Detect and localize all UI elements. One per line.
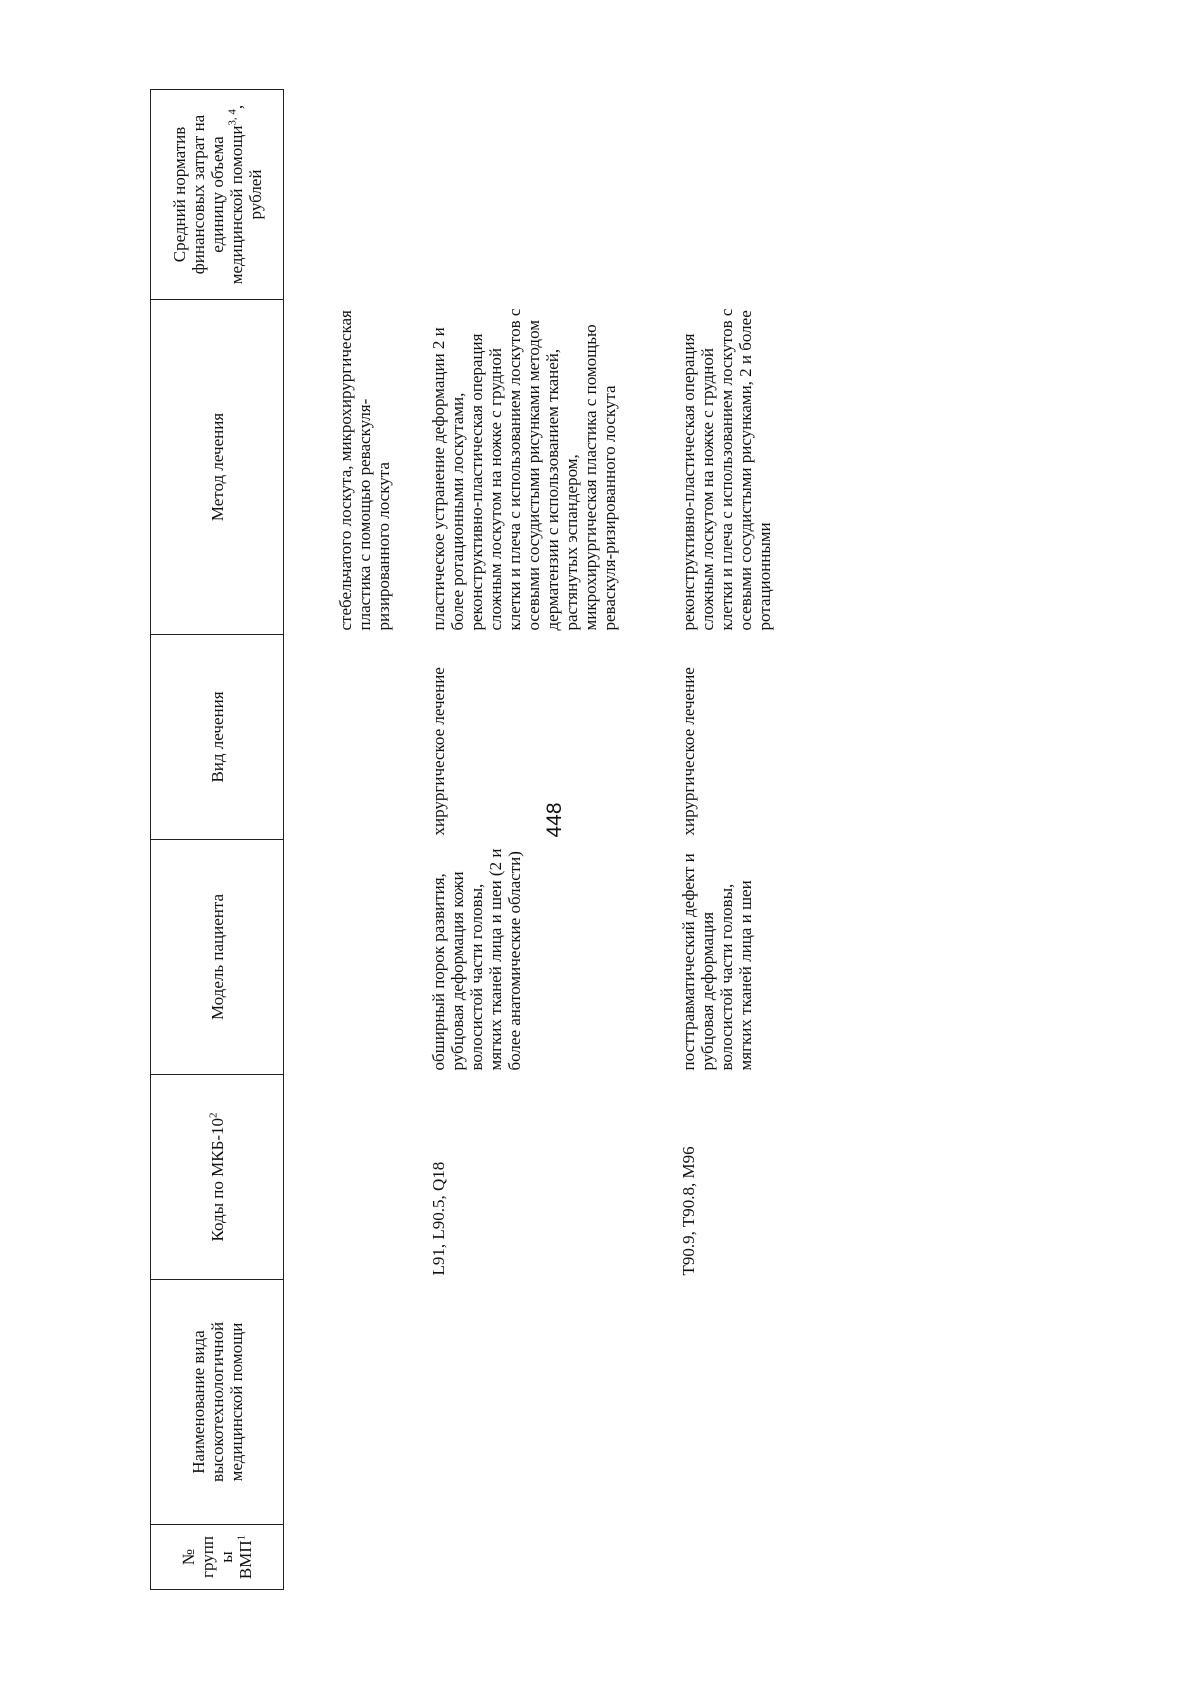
header-codes-text: Коды по МКБ-10: [207, 1117, 227, 1242]
vmp-table: [150, 89, 774, 1590]
header-group-no-text: № групп ы ВМП: [179, 1536, 255, 1580]
cell-text: хирургическое лечение: [429, 667, 448, 836]
header-group-no: [151, 1525, 284, 1590]
cell-codes: [619, 1075, 774, 1280]
cell-cost: [619, 90, 774, 300]
header-cost-tail: , рублей: [226, 104, 265, 220]
table-row: [393, 90, 619, 1590]
cell-cost: [284, 90, 394, 300]
cell-name: [393, 1280, 619, 1525]
cell-text: пластическое устранение деформации 2 и более ротационными лоскутами, реконструктивно-пластическая операция сложным лоскутом на ножке с грудной клетки и плеча с использованием лоскутов с осевыми сосудистыми рисунками методом дерматензии с использованием тканей, растянутых эспандером, микрохирургическая пластика с помощью реваскуля-ризированного лоскута: [429, 308, 619, 631]
cell-treatment-type: [393, 635, 619, 840]
header-cost: [151, 90, 284, 300]
table-row: [284, 90, 394, 1590]
header-treatment-type: [151, 635, 284, 840]
header-method: [151, 300, 284, 635]
cell-patient-model: [619, 840, 774, 1075]
cell-text: обширный порок развития, рубцовая деформация кожи волосистой части головы, мягких тканей лица и шеи (2 и более анатомические области): [429, 848, 524, 1071]
header-codes: [151, 1075, 284, 1280]
cell-treatment-type: [284, 635, 394, 840]
cell-text: стебельчатого лоскута, микрохирургическая пластика с помощью реваскуля-ризированного лоскута: [336, 310, 393, 631]
table-row: [619, 90, 774, 1590]
cell-patient-model: [284, 840, 394, 1075]
cell-cost: [393, 90, 619, 300]
header-cost-sup: 3, 4: [225, 109, 238, 126]
header-group-no-sup: 1: [235, 1534, 248, 1541]
cell-patient-model: [393, 840, 619, 1075]
cell-text: посттравматический дефект и рубцовая деформация волосистой части головы, мягких тканей лица и шеи: [679, 853, 755, 1071]
cell-method: [393, 300, 619, 635]
cell-method: [284, 300, 394, 635]
cell-group-no: [393, 1525, 619, 1590]
header-method-text: Метод лечения: [207, 412, 227, 522]
header-treatment-type-text: Вид лечения: [207, 691, 227, 783]
cell-text: L91, L90.5, Q18: [429, 1161, 448, 1276]
header-cost-text: Средний норматив финансовых затрат на единицу объема медицинской помощи: [169, 114, 246, 285]
cell-name: [284, 1280, 394, 1525]
header-patient-model-text: Модель пациента: [207, 893, 227, 1021]
cell-codes: [284, 1075, 394, 1280]
header-row: [151, 90, 284, 1590]
cell-method: [619, 300, 774, 635]
rotated-table-page: [150, 90, 1100, 1590]
cell-text: реконструктивно-пластическая операция сложным лоскутом на ножке с грудной клетки и плеча с использованием лоскутов с осевыми сосудистыми рисунками, 2 и более ротационными: [679, 308, 774, 631]
cell-group-no: [619, 1525, 774, 1590]
cell-name: [619, 1280, 774, 1525]
page-number: 448: [543, 802, 566, 838]
cell-treatment-type: [619, 635, 774, 840]
header-name: [151, 1280, 284, 1525]
cell-group-no: [284, 1525, 394, 1590]
table-header: [151, 90, 284, 1590]
cell-text: T90.9, T90.8, M96: [679, 1146, 698, 1276]
cell-codes: [393, 1075, 619, 1280]
table-body: [284, 90, 775, 1590]
header-name-text: Наименование вида высокотехнологичной медицинской помощи: [188, 1321, 246, 1483]
cell-text: хирургическое лечение: [679, 667, 698, 836]
header-patient-model: [151, 840, 284, 1075]
header-codes-sup: 2: [206, 1112, 219, 1118]
